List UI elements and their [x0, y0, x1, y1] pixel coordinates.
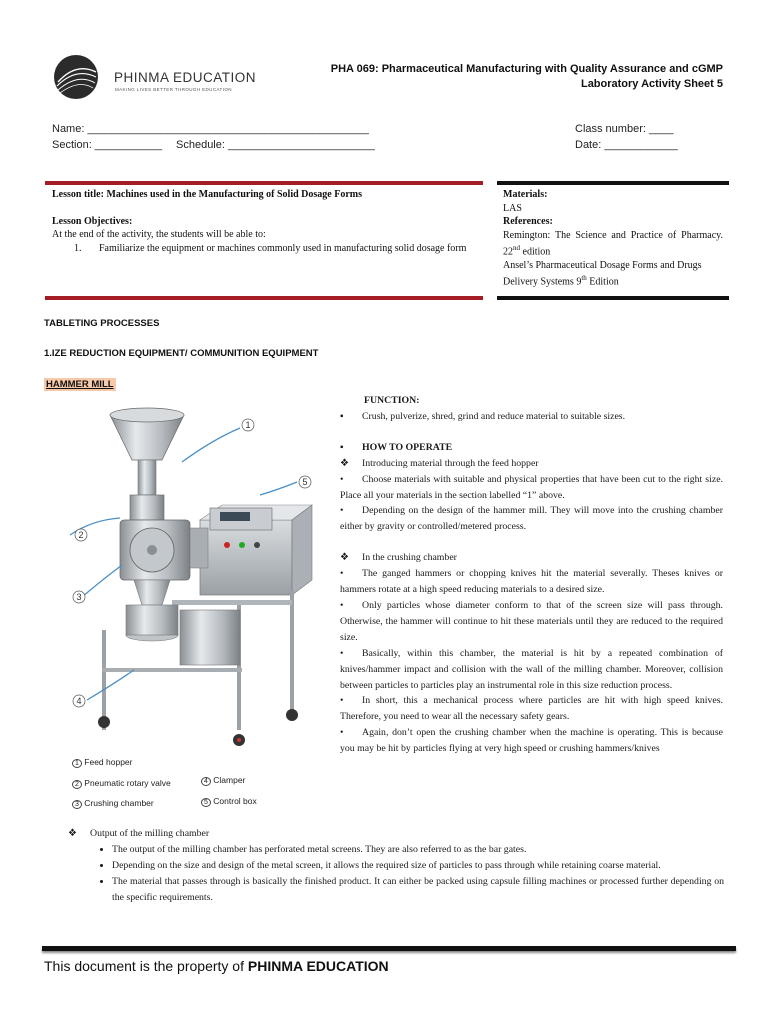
hammer-mill-figure [62, 400, 332, 760]
callout-arrow-4 [87, 670, 134, 700]
objective-number: 1. [74, 242, 82, 254]
legend-item: 5 Control box [201, 792, 257, 813]
lesson-box [52, 188, 477, 255]
sheet-title: Laboratory Activity Sheet 5 [580, 78, 723, 90]
class-number-field[interactable]: Class number: ____ [575, 123, 674, 135]
lesson-title: Lesson title: Machines used in the Manufacturing of Solid Dosage Forms [52, 189, 362, 200]
chamber-point-4: • In short, this a mechanical process where particles are hit with high speed knives. Therefore, you need to wear all the necessary safety gears. [340, 695, 723, 723]
date-field[interactable]: Date: ____________ [575, 139, 678, 151]
document-header [331, 62, 723, 92]
objectives-intro: At the end of the activity, the students will be able to: [52, 229, 266, 240]
output-section [68, 826, 724, 906]
output-item: • The material that passes through is basically the finished product. It can either be packed using capsule filling machines or processed further depending on the specific requirements. [112, 874, 724, 906]
materials-value: LAS [503, 202, 522, 214]
logo-name: PHINMA EDUCATION [114, 70, 257, 85]
objective-1: Familiarize the equipment or machines commonly used in manufacturing solid dosage form [99, 242, 467, 254]
materials-bottom-rule [497, 296, 729, 300]
output-item: • The output of the milling chamber has perforated metal screens. They are also referred to as the bar gates. [112, 842, 724, 858]
chamber-point-2: • Only particles whose diameter conform to that of the screen size will pass through. Otherwise, the hammer will continue to hit these materials until they are reduced to the required size. [340, 599, 723, 643]
function-text: ▪ Crush, pulverize, shred, grind and reduce material to suitable sizes. [340, 410, 626, 422]
callout-5: 5 [302, 477, 308, 487]
section-tableting: TABLETING PROCESSES [44, 318, 160, 329]
lesson-top-rule [45, 181, 483, 185]
materials-label: Materials: [503, 189, 548, 200]
hammer-mill-heading: HAMMER MILL [46, 379, 114, 390]
name-field[interactable]: Name: ______________________________________________ [52, 123, 369, 135]
output-label: ❖ Output of the milling chamber [68, 828, 210, 839]
callout-arrow-5 [260, 482, 297, 495]
lesson-bottom-rule [45, 296, 483, 300]
hammer-mill-description [340, 393, 723, 757]
materials-top-rule [497, 181, 729, 185]
course-title: PHA 069: Pharmaceutical Manufacturing with Quality Assurance and cGMP [330, 63, 723, 75]
output-item: • Depending on the size and design of the metal screen, it allows the required size of particles to pass through while retaining coarse material. [112, 858, 724, 874]
legend-item: 2 Pneumatic rotary valve [72, 774, 171, 795]
reference-1: Remington: The Science and Practice of Pharmacy. 22nd edition [503, 229, 723, 258]
materials-box [503, 188, 723, 289]
legend-item: 3 Crushing chamber [72, 794, 171, 815]
how-step-2: • Choose materials with suitable and physical properties that have been cut to the right size. Place all your materials in the section labelled “1” above. [340, 473, 723, 501]
callout-arrow-1 [182, 428, 240, 462]
callout-1: 1 [245, 420, 251, 430]
callout-4: 4 [76, 696, 82, 706]
objectives-label: Lesson Objectives: [52, 215, 133, 227]
chamber-point-1: • The ganged hammers or chopping knives hit the material severally. Theses knives or hammers rotate at a high speed reducing materials to a desired size. [340, 568, 723, 596]
footer-text: This document is the property of PHINMA EDUCATION [44, 958, 389, 974]
legend-item: 4 Clamper [201, 771, 257, 792]
logo-tagline: MAKING LIVES BETTER THROUGH EDUCATION [115, 87, 232, 92]
section-size-reduction: 1.IZE REDUCTION EQUIPMENT/ COMMUNITION EQUIPMENT [44, 348, 319, 359]
chamber-point-5: • Again, don’t open the crushing chamber when the machine is operating. This is because you may be hit by particles flying at very high speed or crushing hammers/knives [340, 727, 723, 755]
chamber-label: ❖ In the crushing chamber [340, 552, 457, 564]
schedule-field[interactable]: Schedule: ________________________ [176, 139, 375, 151]
how-step-1: ❖ Introducing material through the feed hopper [340, 457, 539, 469]
section-field[interactable]: Section: ___________ [52, 139, 163, 151]
reference-2: Ansel’s Pharmaceutical Dosage Forms and Drugs Delivery Systems 9th Edition [503, 259, 702, 288]
how-to-operate-label: ▪ HOW TO OPERATE [340, 441, 453, 453]
callout-2: 2 [78, 530, 84, 540]
footer-rule [42, 946, 736, 951]
figure-legend-right [201, 771, 257, 812]
callout-arrow-3 [82, 565, 122, 597]
legend-item: 1 Feed hopper [72, 753, 171, 774]
how-step-3: • Depending on the design of the hammer mill. They will move into the crushing chamber either by gravity or controlled/metered process. [340, 505, 723, 533]
references-label: References: [503, 216, 553, 227]
figure-legend [72, 753, 171, 815]
footer-owner: PHINMA EDUCATION [247, 958, 389, 974]
chamber-point-3: • Basically, within this chamber, the material is hit by a repeated combination of knives/hammer impact and collision with the wall of the milling chamber. Moreover, collision between particles to particles play an instrumental role in this size reduction process. [340, 647, 723, 691]
callout-3: 3 [76, 592, 82, 602]
function-label: FUNCTION: [364, 395, 420, 406]
